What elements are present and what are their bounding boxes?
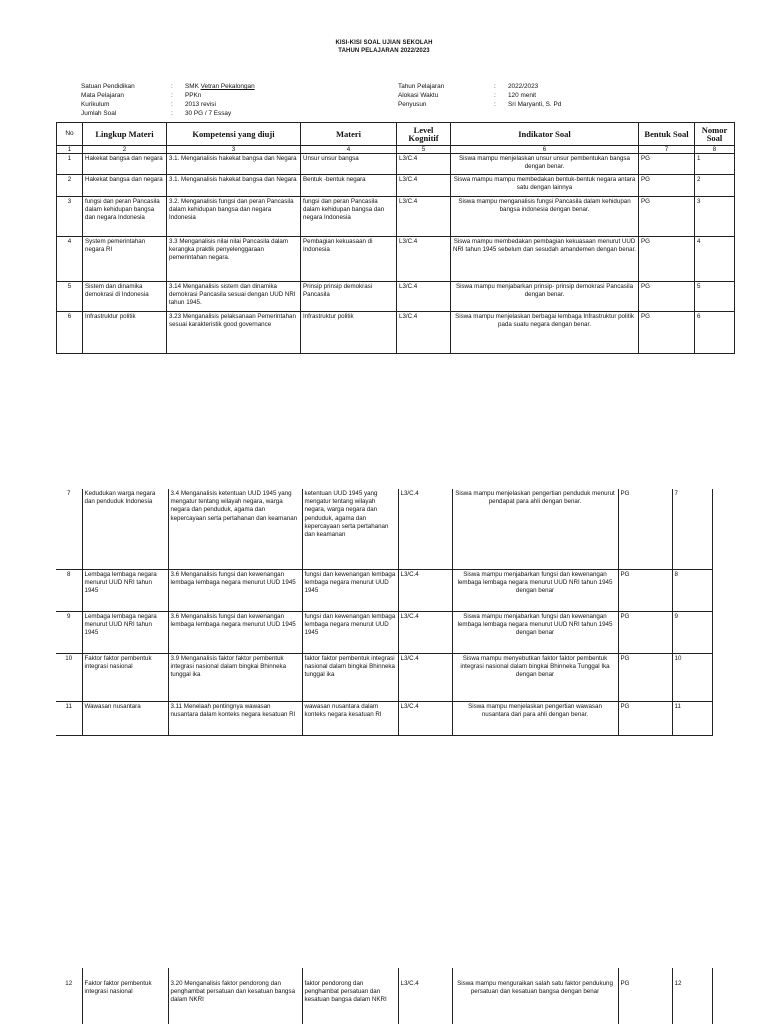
meta-label: Penyusun bbox=[398, 101, 427, 108]
meta-label: Satuan Pendidikan bbox=[81, 83, 135, 90]
cell-materi: fungsi dan peran Pancasila dalam kehidupan bangsa dan negara Indonesia bbox=[301, 197, 397, 237]
table-row bbox=[57, 282, 735, 312]
cell-nomor: 5 bbox=[695, 282, 735, 312]
cell-bentuk: PG bbox=[618, 701, 672, 735]
meta-colon: : bbox=[171, 83, 173, 90]
cell-materi: ketentuan UUD 1945 yang mengatur tentang wilayah negara, warga negara dan penduduk, agama dan kepercayaan serta pertahanan dan keamanan bbox=[302, 489, 398, 569]
meta-label: Alokasi Waktu bbox=[398, 92, 439, 99]
cell-bentuk: PG bbox=[639, 175, 695, 197]
cell-materi: faktor pendorong dan penghambat persatuan dan kesatuan bangsa dalam NKRI bbox=[302, 968, 398, 1024]
cell-level: L3/C.4 bbox=[397, 197, 451, 237]
document-title: KISI-KISI SOAL UJIAN SEKOLAH bbox=[335, 40, 433, 46]
cell-bentuk: PG bbox=[618, 489, 672, 569]
cell-bentuk: PG bbox=[639, 312, 695, 354]
cell-indikator: Siswa mampu menjabarkan fungsi dan kewenangan lembaga lembaga negara menurut UUD NRI tahun 1945 dengan benar bbox=[452, 569, 618, 611]
cell-materi: faktor faktor pembentuk integrasi nasional dalam bingkai Bhinneka tunggal ika bbox=[302, 653, 398, 701]
cell-level: L3/C.4 bbox=[397, 237, 451, 282]
col-header-no: No bbox=[57, 123, 83, 146]
column-number: 5 bbox=[397, 146, 451, 154]
cell-no: 8 bbox=[56, 569, 82, 611]
cell-kd: 3.20 Menganalisis faktor pendorong dan penghambat persatuan dan kesatuan bangsa dalam NKRI bbox=[168, 968, 302, 1024]
meta-right-block bbox=[398, 82, 561, 109]
cell-indikator: Siswa mampu menjelaskan unsur unsur pembentukan bangsa dengan benar. bbox=[451, 154, 639, 175]
table-row bbox=[56, 569, 712, 611]
cell-indikator: Siswa mampu mampu membedakan bentuk-bentuk negara antara satu dengan lainnya bbox=[451, 175, 639, 197]
cell-lingkup: System pemerintahan negara RI bbox=[83, 237, 167, 282]
meta-row bbox=[398, 82, 561, 91]
cell-bentuk: PG bbox=[618, 611, 672, 653]
cell-no: 11 bbox=[56, 701, 82, 735]
meta-colon: : bbox=[494, 83, 496, 90]
cell-nomor: 11 bbox=[672, 701, 712, 735]
column-number: 7 bbox=[639, 146, 695, 154]
meta-value: SMK Vetran Pekalongan bbox=[185, 83, 255, 90]
cell-lingkup: Faktor faktor pembentuk integrasi nasional bbox=[82, 653, 168, 701]
cell-lingkup: Infrastruktur politik bbox=[83, 312, 167, 354]
table-row bbox=[57, 312, 735, 354]
column-number: 1 bbox=[57, 146, 83, 154]
cell-kd: 3.1. Menganalisis hakekat bangsa dan Negara bbox=[167, 154, 301, 175]
column-number: 8 bbox=[695, 146, 735, 154]
cell-kd: 3.2. Menganalisis fungsi dan peran Pancasila dalam kehidupan bangsa dan negara Indonesia bbox=[167, 197, 301, 237]
cell-kd: 3.23 Menganalisis pelaksanaan Pemerintahan sesuai karakteristik good governance bbox=[167, 312, 301, 354]
cell-no: 1 bbox=[57, 154, 83, 175]
cell-materi: Infrastruktur politik bbox=[301, 312, 397, 354]
cell-lingkup: fungsi dan peran Pancasila dalam kehidupan bangsa dan negara Indonesia bbox=[83, 197, 167, 237]
cell-kd: 3.11 Menelaah pentingnya wawasan nusantara dalam konteks negara kesatuan RI bbox=[168, 701, 302, 735]
cell-nomor: 9 bbox=[672, 611, 712, 653]
cell-bentuk: PG bbox=[639, 282, 695, 312]
col-header-indikator: Indikator Soal bbox=[451, 123, 639, 146]
cell-level: L3/C.4 bbox=[397, 312, 451, 354]
cell-materi: Prinsip prinsip demokrasi Pancasila bbox=[301, 282, 397, 312]
school-name-underlined: Vetran Pekalongan bbox=[200, 83, 255, 90]
meta-row bbox=[81, 109, 255, 118]
cell-lingkup: Hakekat bangsa dan negara bbox=[83, 154, 167, 175]
cell-level: L3/C.4 bbox=[398, 569, 452, 611]
meta-row bbox=[81, 82, 255, 91]
cell-lingkup: Wawasan nusantara bbox=[82, 701, 168, 735]
cell-bentuk: PG bbox=[618, 968, 672, 1024]
cell-nomor: 8 bbox=[672, 569, 712, 611]
table-row bbox=[57, 154, 735, 175]
col-header-lingkup: Lingkup Materi bbox=[83, 123, 167, 146]
col-header-materi: Materi bbox=[301, 123, 397, 146]
col-header-nomor: Nomor Soal bbox=[695, 123, 735, 146]
cell-no: 4 bbox=[57, 237, 83, 282]
cell-materi: Unsur unsur bangsa bbox=[301, 154, 397, 175]
cell-nomor: 10 bbox=[672, 653, 712, 701]
cell-lingkup: Faktor faktor pembentuk integrasi nasional bbox=[82, 968, 168, 1024]
document-subtitle: TAHUN PELAJARAN 2022/2023 bbox=[338, 48, 430, 54]
cell-indikator: Siswa mampu menganalisis fungsi Pancasila dalam kehidupan bangsa indonesia dengan benar. bbox=[451, 197, 639, 237]
cell-indikator: Siswa mampu menjabarkan prinsip- prinsip demokrasi Pancasila dengan benar. bbox=[451, 282, 639, 312]
table-row bbox=[56, 489, 712, 569]
cell-lingkup: Lembaga lembaga negara menurut UUD NRI tahun 1945 bbox=[82, 569, 168, 611]
meta-value: Sri Maryanti, S. Pd bbox=[508, 101, 562, 108]
cell-lingkup: Kedudukan warga negara dan penduduk Indonesia bbox=[82, 489, 168, 569]
table-row bbox=[56, 701, 712, 735]
meta-value: 2022/2023 bbox=[508, 83, 539, 90]
cell-level: L3/C.4 bbox=[398, 489, 452, 569]
table-row bbox=[56, 653, 712, 701]
cell-bentuk: PG bbox=[639, 237, 695, 282]
cell-kd: 3.3 Menganalisis nilai nilai Pancasila dalam kerangka praktik penyelenggaraan pemerintahan negara. bbox=[167, 237, 301, 282]
cell-lingkup: Sistem dan dinamika demokrasi di Indonesia bbox=[83, 282, 167, 312]
cell-materi: fungsi dan kewenangan lembaga lembaga negara menurut UUD 1945 bbox=[302, 569, 398, 611]
meta-row bbox=[398, 100, 561, 109]
cell-lingkup: Lembaga lembaga negara menurut UUD NRI tahun 1945 bbox=[82, 611, 168, 653]
header-row bbox=[57, 123, 735, 146]
meta-colon: : bbox=[494, 92, 496, 99]
cell-indikator: Siswa mampu membedakan pembagian kekuasaan menurut UUD NRI tahun 1945 sebelum dan sesudah amandemen dengan benar. bbox=[451, 237, 639, 282]
cell-kd: 3.6 Menganalisis fungsi dan kewenangan lembaga lembaga negara menurut UUD 1945 bbox=[168, 611, 302, 653]
cell-kd: 3.6 Menganalisis fungsi dan kewenangan lembaga lembaga negara menurut UUD 1945 bbox=[168, 569, 302, 611]
cell-level: L3/C.4 bbox=[397, 175, 451, 197]
column-number: 6 bbox=[451, 146, 639, 154]
cell-level: L3/C.4 bbox=[397, 154, 451, 175]
meta-colon: : bbox=[171, 110, 173, 117]
meta-value: 120 menit bbox=[508, 92, 537, 99]
meta-colon: : bbox=[171, 101, 173, 108]
cell-nomor: 4 bbox=[695, 237, 735, 282]
cell-no: 7 bbox=[56, 489, 82, 569]
cell-level: L3/C.4 bbox=[397, 282, 451, 312]
meta-label: Mata Pelajaran bbox=[81, 92, 124, 99]
cell-no: 3 bbox=[57, 197, 83, 237]
cell-nomor: 1 bbox=[695, 154, 735, 175]
cell-no: 2 bbox=[57, 175, 83, 197]
meta-colon: : bbox=[494, 101, 496, 108]
meta-row bbox=[81, 91, 255, 100]
col-header-level: Level Kognitif bbox=[397, 123, 451, 146]
cell-kd: 3.4 Menganalisis ketentuan UUD 1945 yang mengatur tentang wilayah negara, warga negara dan penduduk, agama dan kepercayaan serta pertahanan dan keamanan bbox=[168, 489, 302, 569]
meta-value: 30 PG / 7 Essay bbox=[185, 110, 232, 117]
cell-no: 5 bbox=[57, 282, 83, 312]
cell-materi: Pembagian kekuasaan di Indonesia bbox=[301, 237, 397, 282]
meta-row bbox=[398, 91, 561, 100]
table-row bbox=[56, 611, 712, 653]
cell-indikator: Siswa mampu menjelaskan pengertian penduduk menurut pendapat para ahli dengan benar. bbox=[452, 489, 618, 569]
meta-value: PPKn bbox=[185, 92, 202, 99]
cell-materi: Bentuk -bentuk negara bbox=[301, 175, 397, 197]
kisi-kisi-table-page-3 bbox=[56, 968, 713, 1024]
cell-nomor: 7 bbox=[672, 489, 712, 569]
meta-left-block bbox=[81, 82, 255, 118]
cell-bentuk: PG bbox=[618, 569, 672, 611]
cell-level: L3/C.4 bbox=[398, 653, 452, 701]
column-number: 3 bbox=[167, 146, 301, 154]
cell-indikator: Siswa mampu menyebutkan faktor faktor pembentuk integrasi nasional dalam bingkai Bhinneka Tunggal Ika dengan benar bbox=[452, 653, 618, 701]
meta-value: 2013 revisi bbox=[185, 101, 216, 108]
cell-bentuk: PG bbox=[639, 154, 695, 175]
cell-materi: fungsi dan kewenangan lembaga lembaga negara menurut UUD 1945 bbox=[302, 611, 398, 653]
table-row bbox=[57, 237, 735, 282]
meta-colon: : bbox=[171, 92, 173, 99]
cell-bentuk: PG bbox=[639, 197, 695, 237]
cell-bentuk: PG bbox=[618, 653, 672, 701]
cell-nomor: 3 bbox=[695, 197, 735, 237]
cell-nomor: 2 bbox=[695, 175, 735, 197]
cell-indikator: Siswa mampu menjabarkan fungsi dan kewenangan lembaga lembaga negara menurut UUD NRI tahun 1945 dengan benar bbox=[452, 611, 618, 653]
kisi-kisi-table-page-1 bbox=[56, 122, 735, 354]
cell-indikator: Siswa mampu menjelaskan pengertian wawasan nusantara dari para ahli dengan benar. bbox=[452, 701, 618, 735]
cell-indikator: Siswa mampu menguraikan salah satu faktor pendukung persatuan dan kesatuan bangsa dengan benar bbox=[452, 968, 618, 1024]
cell-no: 12 bbox=[56, 968, 82, 1024]
table-row bbox=[57, 175, 735, 197]
meta-label: Jumlah Soal bbox=[81, 110, 117, 117]
col-header-kd: Kompetensi yang diuji bbox=[167, 123, 301, 146]
cell-no: 6 bbox=[57, 312, 83, 354]
cell-level: L3/C.4 bbox=[398, 611, 452, 653]
cell-kd: 3.9 Menganalisis faktor faktor pembentuk integrasi nasional dalam bingkai Bhinneka tunggal ika bbox=[168, 653, 302, 701]
meta-row bbox=[81, 100, 255, 109]
cell-lingkup: Hakekat bangsa dan negara bbox=[83, 175, 167, 197]
cell-materi: wawasan nusantara dalam konteks negara kesatuan RI bbox=[302, 701, 398, 735]
cell-no: 9 bbox=[56, 611, 82, 653]
column-number: 2 bbox=[83, 146, 167, 154]
meta-label: Kurikulum bbox=[81, 101, 110, 108]
table-row bbox=[57, 197, 735, 237]
cell-level: L3/C.4 bbox=[398, 968, 452, 1024]
cell-no: 10 bbox=[56, 653, 82, 701]
cell-level: L3/C.4 bbox=[398, 701, 452, 735]
column-number: 4 bbox=[301, 146, 397, 154]
cell-indikator: Siswa mampu menjelaskan berbagai lembaga Infrastruktur politik pada suatu negara dengan benar. bbox=[451, 312, 639, 354]
cell-nomor: 6 bbox=[695, 312, 735, 354]
cell-kd: 3.1. Menganalisis hakekat bangsa dan Negara bbox=[167, 175, 301, 197]
kisi-kisi-table-page-2 bbox=[56, 489, 713, 736]
col-header-bentuk: Bentuk Soal bbox=[639, 123, 695, 146]
cell-kd: 3.14 Menganalisis sistem dan dinamika demokrasi Pancasila sesuai dengan UUD NRI tahun 1945. bbox=[167, 282, 301, 312]
column-number-row bbox=[57, 146, 735, 154]
meta-label: Tahun Pelajaran bbox=[398, 83, 445, 90]
table-row bbox=[56, 968, 712, 1024]
cell-nomor: 12 bbox=[672, 968, 712, 1024]
